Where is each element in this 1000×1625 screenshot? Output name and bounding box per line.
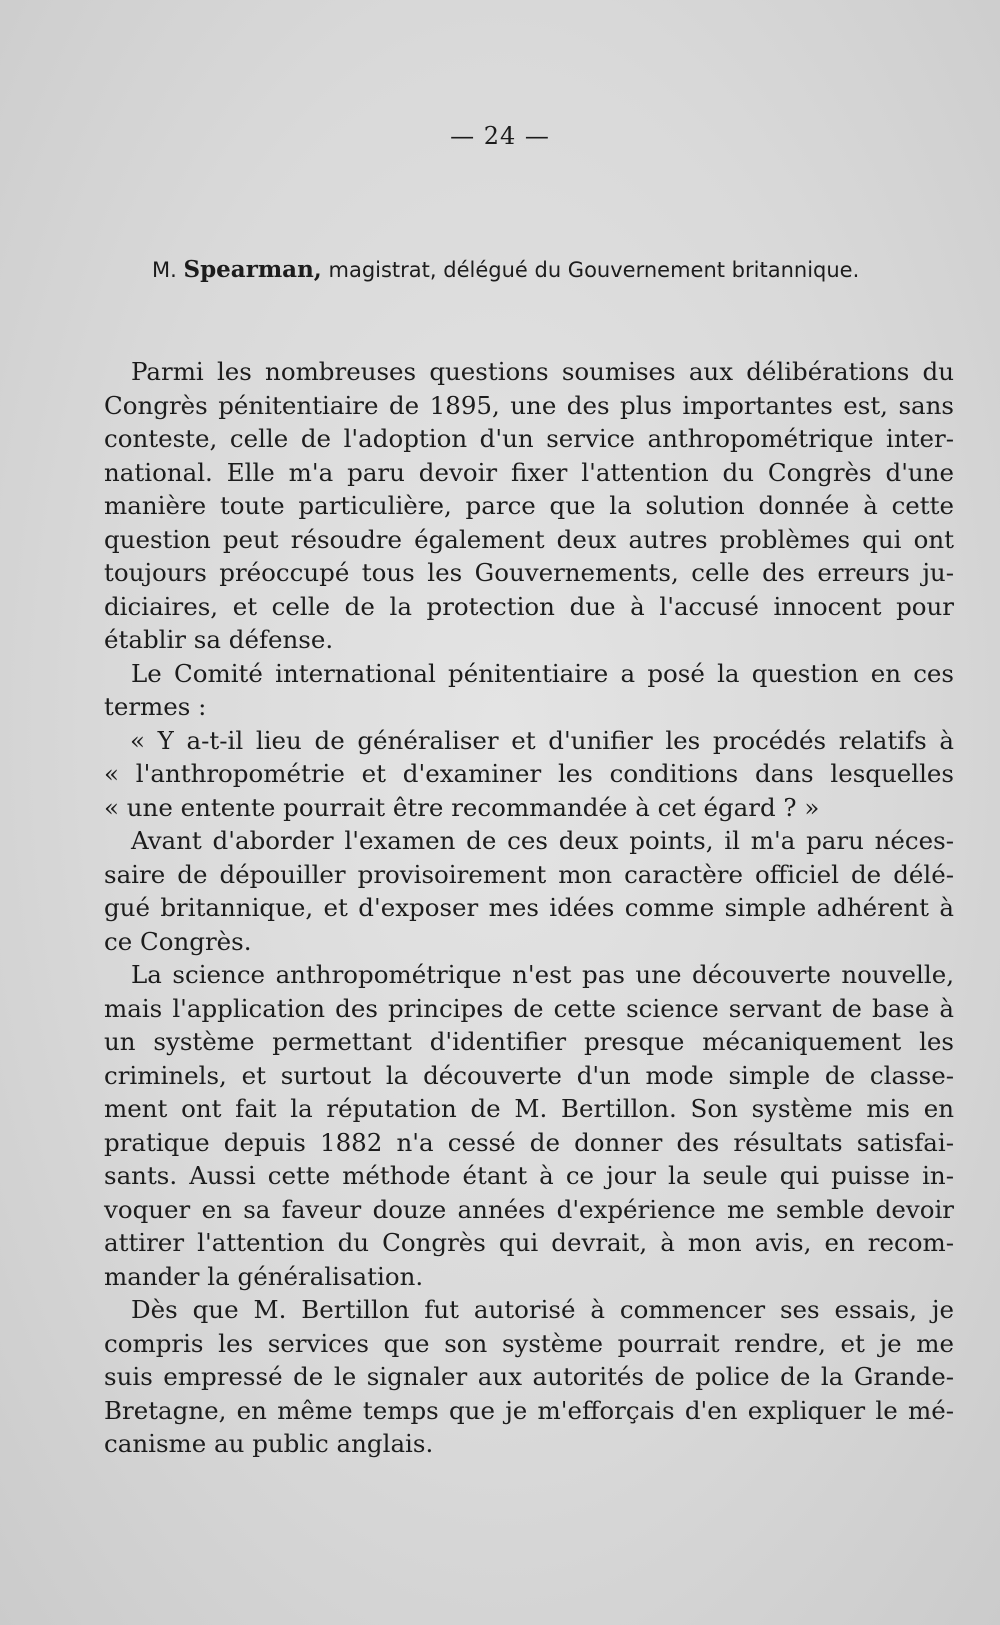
text-line: Parmi les nombreuses questions soumises aux délibérations du <box>131 357 954 386</box>
text-line: attirer l'attention du Congrès qui devrait, à mon avis, en recom- <box>104 1228 954 1257</box>
text-line: mander la généralisation. <box>104 1261 424 1291</box>
text-line: termes : <box>104 692 207 721</box>
text-line: suis empressé de le signaler aux autorités de police de la Grande- <box>104 1362 954 1391</box>
text-line: sants. Aussi cette méthode étant à ce jour la seule qui puisse in- <box>104 1161 954 1190</box>
text-line: saire de dépouiller provisoirement mon caractère officiel de délé- <box>104 859 954 889</box>
quote-line: « Y a-t-il lieu de généraliser et d'unifier les procédés relatifs à <box>130 725 954 755</box>
text-line: compris les services que son système pourrait rendre, et je me <box>104 1328 954 1358</box>
text-line: ce Congrès. <box>104 926 252 956</box>
text-line: pratique depuis 1882 n'a cessé de donner des résultats satisfai- <box>104 1127 954 1157</box>
text-line: voquer en sa faveur douze années d'expérience me semble devoir <box>104 1194 954 1224</box>
text-line: ment ont fait la réputation de M. Bertillon. Son système mis en <box>104 1094 954 1123</box>
speaker-name: Spearman, <box>183 256 322 283</box>
text-line: établir sa défense. <box>104 625 334 654</box>
text-line: Congrès pénitentiaire de 1895, une des plus importantes est, sans <box>104 390 954 420</box>
text-line: question peut résoudre également deux autres problèmes qui ont <box>104 524 954 554</box>
speaker-role: magistrat, délégué du Gouvernement britannique. <box>328 258 860 282</box>
text-line: Dès que M. Bertillon fut autorisé à commencer ses essais, je <box>131 1295 954 1324</box>
text-line: national. Elle m'a paru devoir fixer l'attention du Congrès d'une <box>104 457 954 487</box>
text-line: un système permettant d'identifier presque mécaniquement les <box>104 1027 954 1056</box>
text-line: Bretagne, en même temps que je m'efforçais d'en expliquer le mé- <box>104 1395 954 1425</box>
page-number: — 24 — <box>450 122 550 150</box>
text-line: mais l'application des principes de cette science servant de base à <box>104 993 954 1023</box>
text-line: diciaires, et celle de la protection due à l'accusé innocent pour <box>104 591 954 621</box>
text-line: criminels, et surtout la découverte d'un mode simple de classe- <box>104 1060 954 1090</box>
quote-line: « une entente pourrait être recommandée à cet égard ? » <box>104 792 820 822</box>
speaker-heading <box>152 256 952 283</box>
text-line: manière toute particulière, parce que la solution donnée à cette <box>104 491 954 520</box>
body-text <box>104 355 954 1461</box>
text-line: Le Comité international pénitentiaire a posé la question en ces <box>131 658 954 688</box>
text-line: gué britannique, et d'exposer mes idées comme simple adhérent à <box>104 893 954 922</box>
text-line: canisme au public anglais. <box>104 1429 434 1458</box>
text-line: Avant d'aborder l'examen de ces deux points, il m'a paru néces- <box>131 826 954 855</box>
text-line: conteste, celle de l'adoption d'un service anthropométrique inter- <box>104 424 954 453</box>
text-line: La science anthropométrique n'est pas une découverte nouvelle, <box>131 960 954 989</box>
speaker-prefix: M. <box>152 258 177 282</box>
text-line: toujours préoccupé tous les Gouvernements, celle des erreurs ju- <box>104 558 954 587</box>
quote-line: « l'anthropométrie et d'examiner les conditions dans lesquelles <box>104 759 954 788</box>
